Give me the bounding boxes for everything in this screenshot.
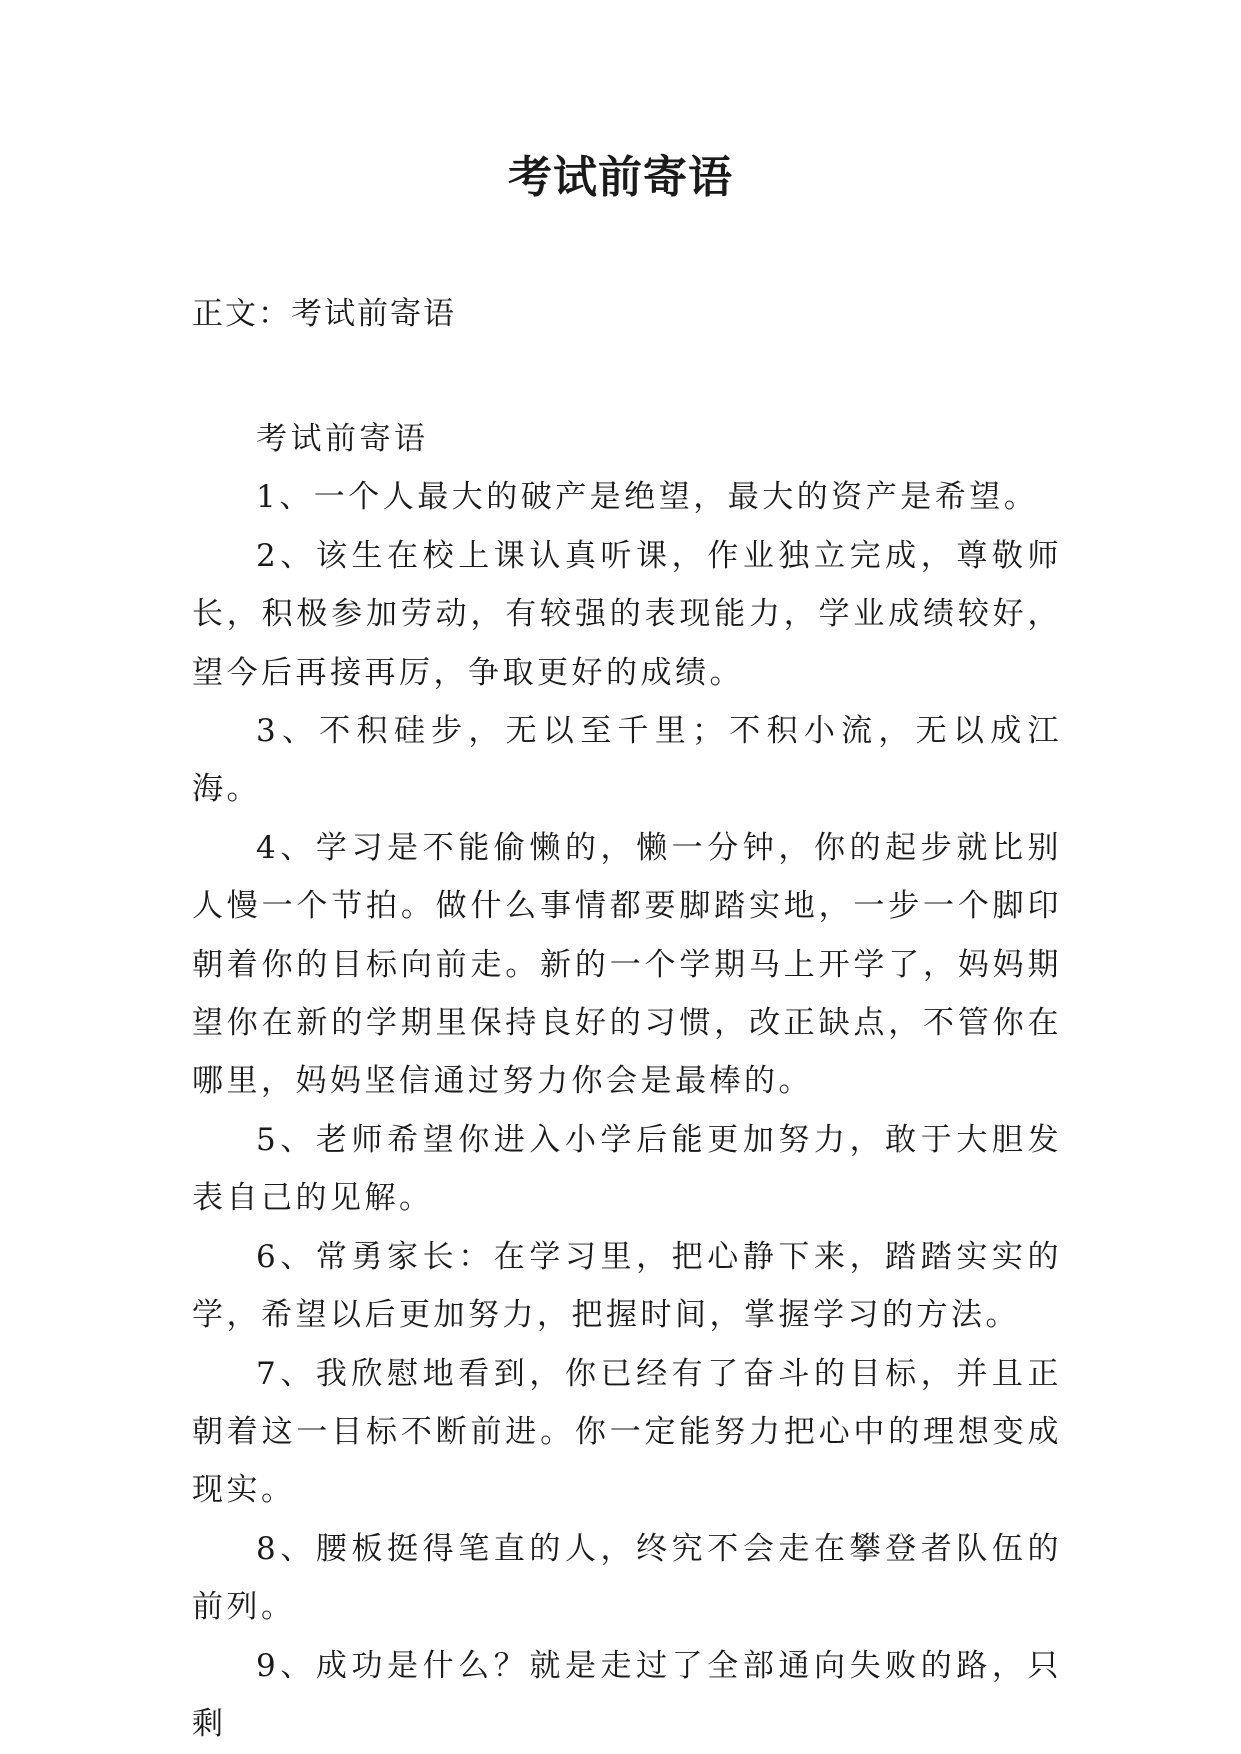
paragraph-item-4: 4、学习是不能偷懒的，懒一分钟，你的起步就比别人慢一个节拍。做什么事情都要脚踏实地，一步一个脚印朝着你的目标向前走。新的一个学期马上开学了，妈妈期望你在新的学期里保持良好的习惯，改正缺点，不管你在哪里，妈妈坚信通过努力你会是最棒的。 — [192, 829, 1062, 1100]
paragraph-item-3: 3、不积硅步，无以至千里；不积小流，无以成江海。 — [192, 713, 1062, 808]
paragraph-item-2: 2、该生在校上课认真听课，作业独立完成，尊敬师长，积极参加劳动，有较强的表现能力，学业成绩较好，望今后再接再厉，争取更好的成绩。 — [192, 537, 1062, 691]
document-title: 考试前寄语 — [508, 152, 733, 203]
document-body — [192, 410, 1062, 1753]
paragraph-item-8: 8、腰板挺得笔直的人，终究不会走在攀登者队伍的前列。 — [192, 1530, 1062, 1626]
body-label-line: 正文：考试前寄语 — [192, 296, 456, 332]
paragraph-item-6: 6、常勇家长：在学习里，把心静下来，踏踏实实的学，希望以后更加努力，把握时间，掌握学习的方法。 — [192, 1238, 1062, 1334]
paragraph-item-7: 7、我欣慰地看到，你已经有了奋斗的目标，并且正朝着这一目标不断前进。你一定能努力把心中的理想变成现实。 — [192, 1355, 1062, 1509]
paragraph-heading: 考试前寄语 — [256, 421, 429, 457]
paragraph-item-1: 1、一个人最大的破产是绝望，最大的资产是希望。 — [256, 479, 1039, 516]
paragraph-item-5: 5、老师希望你进入小学后能更加努力，敢于大胆发表自己的见解。 — [192, 1121, 1062, 1217]
paragraph-item-9: 9、成功是什么？就是走过了全部通向失败的路，只剩 — [192, 1647, 1062, 1742]
